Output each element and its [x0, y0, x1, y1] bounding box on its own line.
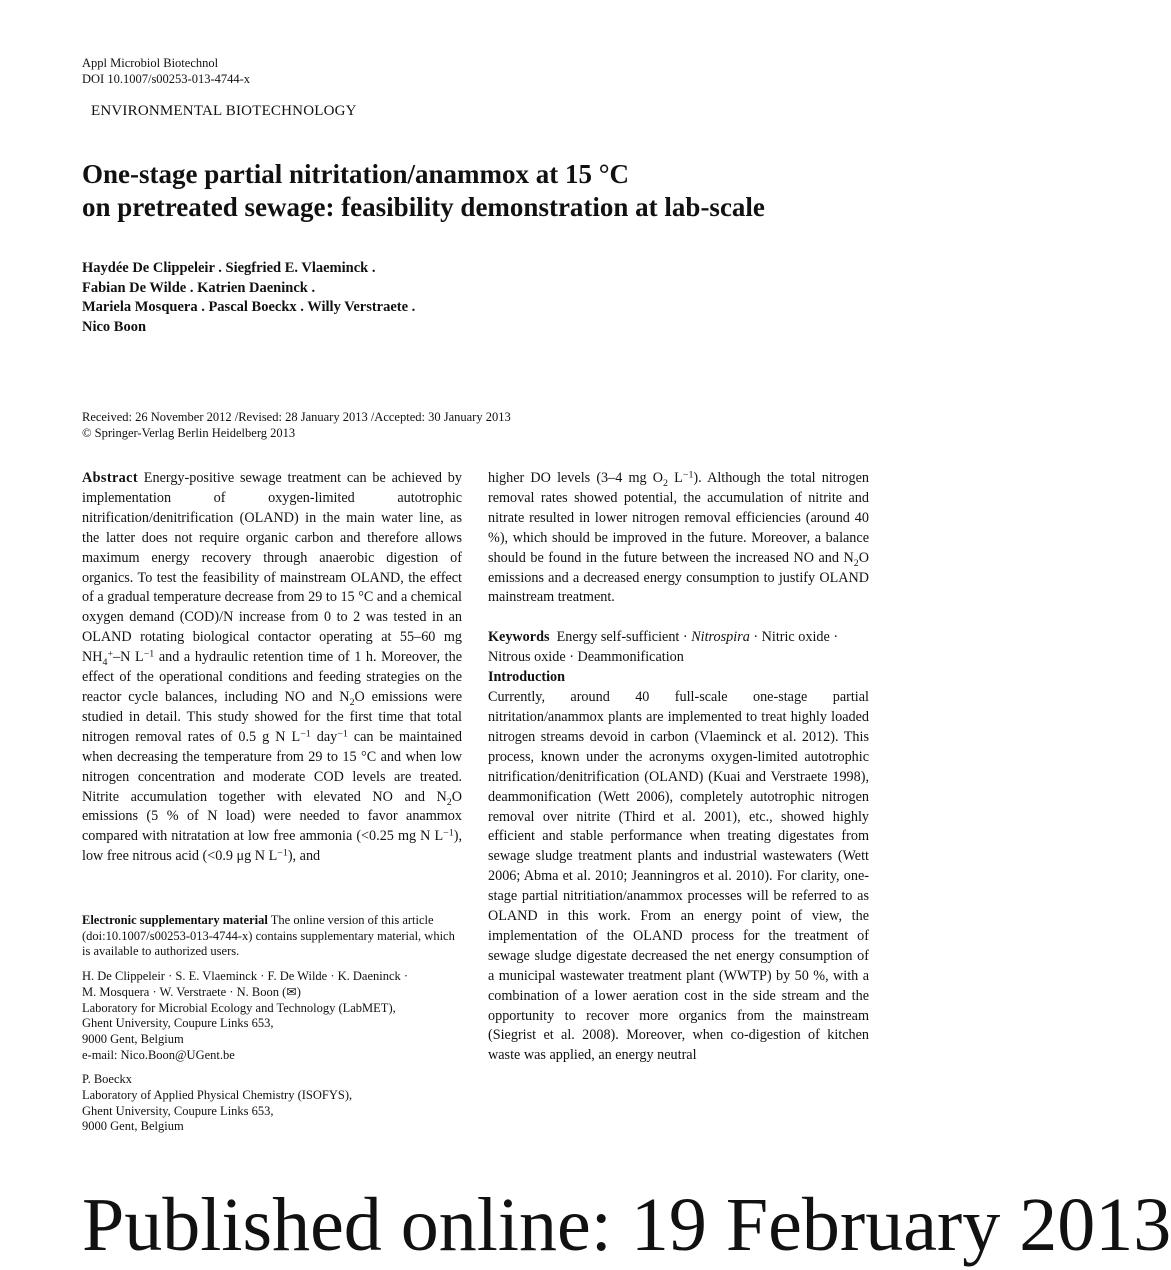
- contact-email: e-mail: Nico.Boon@UGent.be: [82, 1047, 235, 1062]
- supplementary-note: Electronic supplementary material The online version of this article (doi:10.1007/s00253-013-4744-x) contains supplementary material, which is available to authorized users.: [82, 913, 455, 959]
- published-online-stamp: Published online: 19 February 2013: [82, 1183, 1171, 1267]
- affiliation-1: H. De Clippeleir · S. E. Vlaeminck · F. De Wilde · K. Daeninck · M. Mosquera · W. Verstraete · N. Boon (✉) Laboratory for Microbial Ecology and Technology (LabMET), Ghent University, Coupure Links 653, 9000 Gent, Belgium e-mail: Nico.Boon@UGent.be: [82, 969, 464, 1063]
- introduction-paragraph: Currently, around 40 full-scale one-stage partial nitritation/anammox plants are implemented to treat highly loaded nitrogen streams devoid in carbon (Vlaeminck et al. 2012). This process, known under the acronyms oxygen-limited autotrophic nitrification/denitrification (OLAND) (Kuai and Verstraete 1998), deammonification (Wett 2006), completely autotrophic nitrogen removal over nitrite (Third et al. 2001), etc., showed highly efficient and stable performance when treating digestates from sewage sludge treatment plants and industrial wastewaters (Wett 2006; Abma et al. 2010; Jeanningros et al. 2010). For clarity, one-stage partial nitritiation/anammox processes will be referred to as OLAND in this work. From an energy point of view, the implementation of the OLAND process for the treatment of sewage sludge digestate decreased the net energy consumption of a municipal wastewater treatment plant (WWTP) by 50 %, with a combination of a lower aeration cost in the side stream and the opportunity to recover more organics from the mainstream (Siegrist et al. 2008). Moreover, when co-digestion of kitchen waste was applied, an energy neutral: [488, 689, 869, 1064]
- keywords: Keywords Energy self-sufficient · Nitrospira · Nitric oxide · Nitrous oxide · Deammonification: [488, 629, 839, 666]
- affiliation-2: P. Boeckx Laboratory of Applied Physical Chemistry (ISOFYS), Ghent University, Coupure Links 653, 9000 Gent, Belgium: [82, 1072, 353, 1134]
- footnotes: [82, 913, 464, 1135]
- abstract-paragraph: Abstract Energy-positive sewage treatment can be achieved by implementation of oxygen-limited autotrophic nitrification/denitrification (OLAND) in the main water line, as the latter does not require organic carbon and therefore allows maximum energy recovery through anaerobic digestion of organics. To test the feasibility of mainstream OLAND, the effect of a gradual temperature decrease from 29 to 15 °C and a chemical oxygen demand (COD)/N increase from 0 to 2 was tested in an OLAND rotating biological contactor operating at 55–60 mg $NH_4^+-N$ $L^{-1}$ and a hydraulic retention time of 1 h. Moreover, the effect of the operational conditions and feeding strategies on the reactor cycle balances, including NO and $N_2O$ emissions were studied in detail. This study showed for the first time that total nitrogen removal rates of 0.5 g N $L^{-1}$ day$^{-1}$ can be maintained when decreasing the temperature from 29 to 15 °C and when low nitrogen concentration and moderate COD levels are treated. Nitrite accumulation together with elevated NO and $N_2O$ emissions (5 % of N load) were needed to favor anammox compared with nitratation at low free ammonia (<0.25 mg N $L^{-1}$), low free nitrous acid (<0.9 μg N $L^{-1}$), and: [82, 470, 462, 865]
- article-title: [82, 158, 882, 224]
- keyword-item: Energy self-sufficient: [556, 629, 680, 646]
- author-line-2: Fabian De Wilde . Katrien Daeninck .: [82, 279, 316, 296]
- abstract-continuation: higher DO levels (3–4 mg $O_2$ $L^{-1}$). Although the total nitrogen removal rates showed potential, the accumulation of nitrite and nitrate resulted in lower nitrogen removal efficiencies (around 40 %), which should be improved in the future. Moreover, a balance should be found in the future between the increased NO and $N_2O$ emissions and a decreased energy consumption to justify OLAND mainstream treatment.: [488, 469, 869, 606]
- abstract-column: [82, 469, 462, 867]
- title-line-2: on pretreated sewage: feasibility demonstration at lab-scale: [82, 192, 765, 222]
- history-dates: Received: 26 November 2012 /Revised: 28 January 2013 /Accepted: 30 January 2013: [82, 410, 511, 424]
- journal-name: Appl Microbiol Biotechnol: [82, 56, 219, 70]
- keywords-label: Keywords: [488, 629, 550, 646]
- author-list: [82, 259, 415, 338]
- author-line-1: Haydée De Clippeleir . Siegfried E. Vlaeminck .: [82, 260, 376, 276]
- keyword-item: Nitrous oxide: [488, 649, 566, 666]
- author-line-4: Nico Boon: [82, 319, 147, 336]
- keyword-item: Deammonification: [577, 649, 684, 666]
- title-line-1: One-stage partial nitritation/anammox at 15 °C: [82, 159, 630, 189]
- abstract-label: Abstract: [82, 470, 138, 486]
- keyword-item: Nitrospira: [691, 629, 750, 646]
- supplementary-label: Electronic supplementary material: [82, 913, 268, 927]
- author-line-3: Mariela Mosquera . Pascal Boeckx . Willy Verstraete .: [82, 299, 416, 316]
- introduction-heading: Introduction: [488, 669, 565, 686]
- article-history: [82, 409, 511, 441]
- doi-line: DOI 10.1007/s00253-013-4744-x: [82, 72, 251, 86]
- right-column: [488, 469, 869, 1066]
- journal-header: [82, 55, 250, 87]
- keyword-item: Nitric oxide: [761, 629, 830, 646]
- section-tag: ENVIRONMENTAL BIOTECHNOLOGY: [91, 103, 357, 119]
- copyright-line: © Springer-Verlag Berlin Heidelberg 2013: [82, 426, 296, 440]
